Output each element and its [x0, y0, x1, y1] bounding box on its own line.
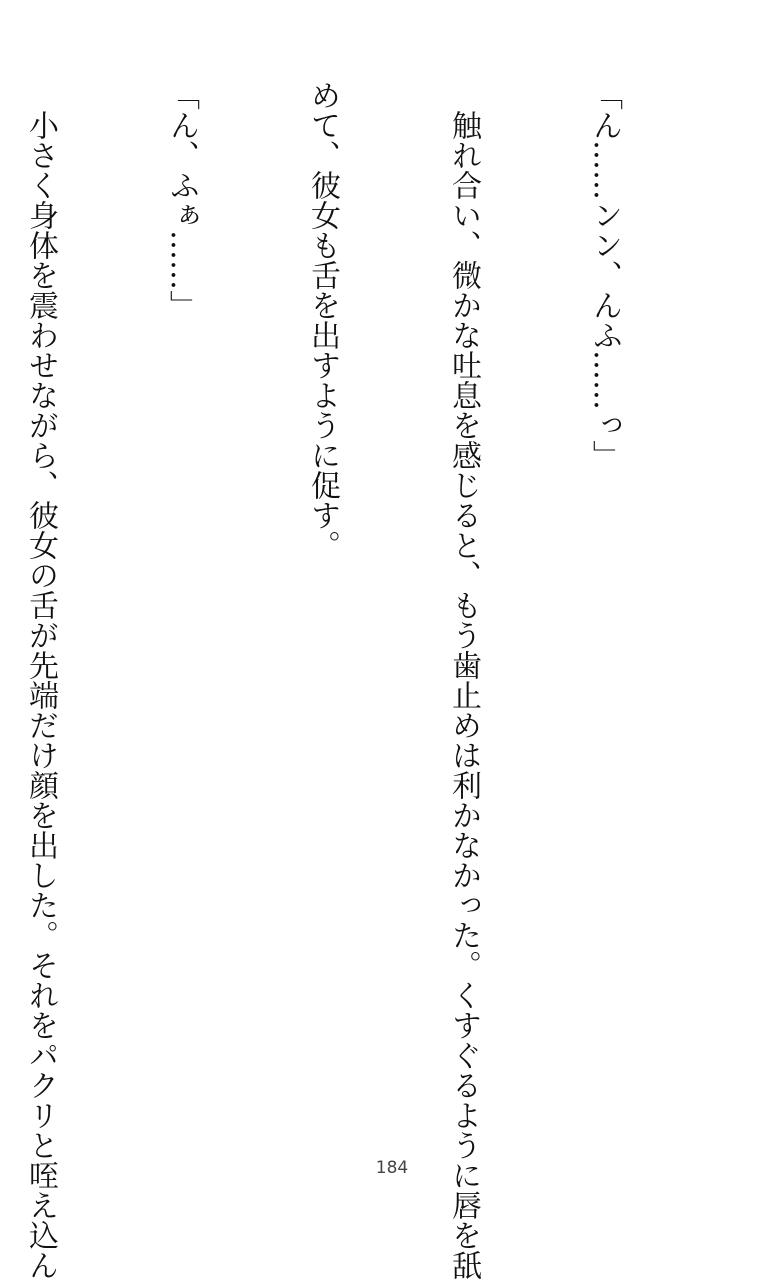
page-number: 184	[375, 1158, 409, 1178]
text-column: めて、彼女も舌を出すように促す。	[305, 80, 340, 560]
text-column: 触れ合い、微かな吐息を感じると、もう歯止めは利かなかった。くすぐるように唇を舐	[446, 80, 481, 1280]
text-column: 小さく身体を震わせながら、彼女の舌が先端だけ顔を出した。それをパクリと咥え込ん	[23, 80, 58, 1280]
text-column: 「ん……ンン、んふ……っ」	[587, 80, 622, 470]
text-column: 「ん、ふぁ……」	[164, 80, 199, 320]
